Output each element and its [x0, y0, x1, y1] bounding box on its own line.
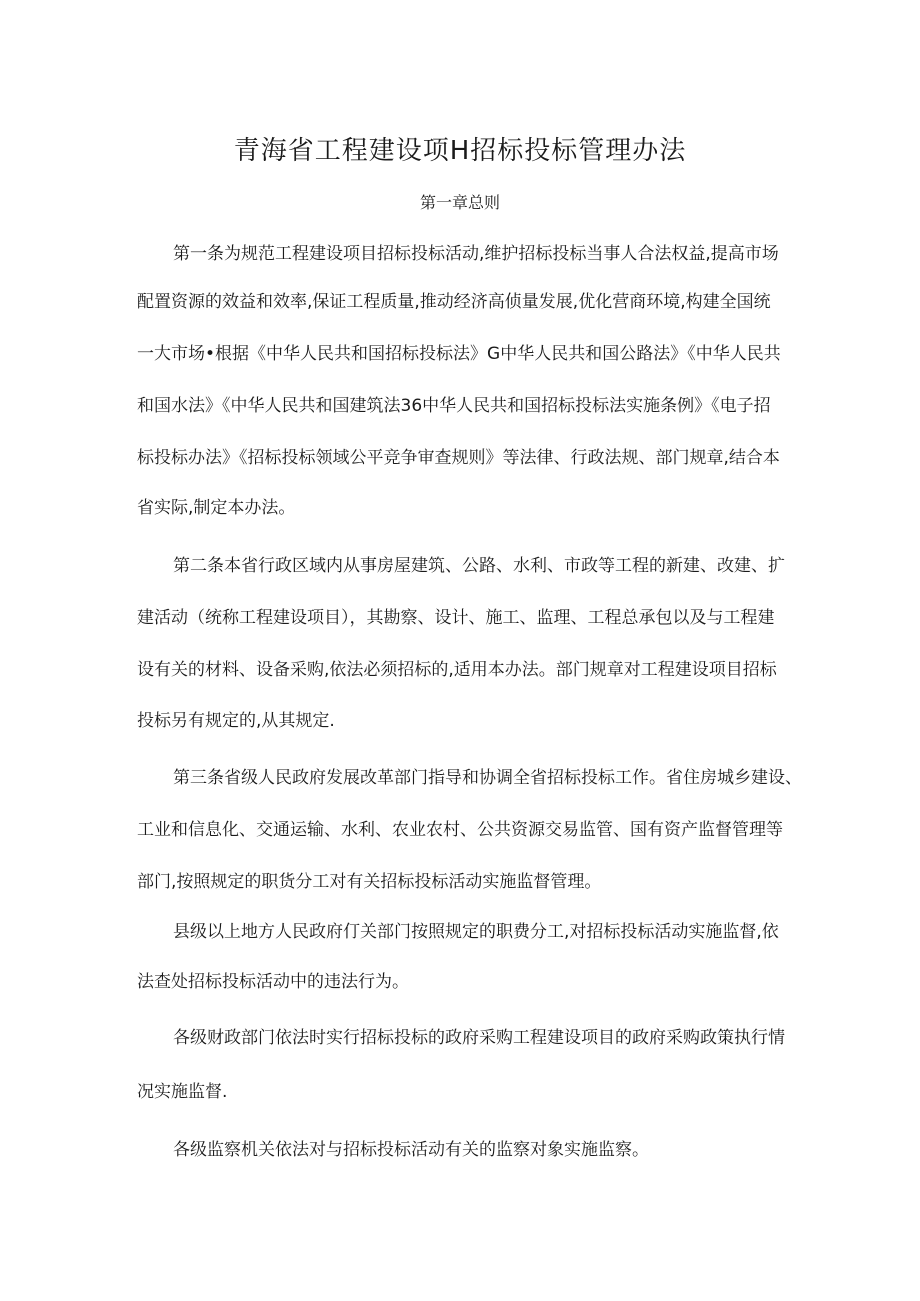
- text-line: 法查处招标投标活动中的违法行为。: [137, 972, 409, 992]
- text-line: 况实施监督.: [137, 1082, 228, 1102]
- text-line: 一大市场•根据《中华人民共和国招标投标法》G中华人民共和国公路法》《中华人民共: [137, 344, 781, 364]
- text-line: 部门,按照规定的职货分工对有关招标投标活动实施监督管理。: [137, 872, 602, 892]
- text-line: 投标另有规定的,从其规定.: [137, 711, 335, 731]
- text-line: 工业和信息化、交通运输、水利、农业农村、公共资源交易监管、国有资产监督管理等: [137, 820, 783, 840]
- text-line: 各级财政部门依法时实行招标投标的政府采购工程建设项目的政府采购政策执行情: [173, 1028, 785, 1048]
- text-line: 县级以上地方人民政府仃关部门按照规定的职费分工,对招标投标活动实施监督,依: [173, 922, 779, 942]
- text-line: 配置资源的效益和效率,保证工程质量,推动经济高侦量发展,优化营商环境,构建全国统: [137, 292, 771, 312]
- text-line: 第三条省级人民政府发展改革部门指导和协调全省招标投标工作。省住房城乡建设、: [173, 768, 802, 788]
- text-line: 和国水法》《中华人民共和国建筑法36中华人民共和国招标投标法实施条例》《电子招: [137, 396, 771, 416]
- text-line: 第一条为规范工程建设项目招标投标活动,维护招标投标当事人合法权益,提高市场: [173, 244, 779, 264]
- text-line: 各级监察机关依法对与招标投标活动有关的监察对象实施监察。: [173, 1140, 649, 1160]
- text-line: 标投标办法》《招标投标领域公平竞争审查规则》等法律、行政法规、部门规章,结合本: [137, 448, 780, 468]
- document-title: 青海省工程建设项H招标投标管理办法: [233, 136, 687, 166]
- text-line: 省实际,制定本办法。: [137, 498, 296, 518]
- text-line: 设有关的材料、设备采购,依法必须招标的,适用本办法。部门规章对工程建设项目招标: [137, 660, 777, 680]
- chapter-heading: 第一章总则: [419, 193, 500, 212]
- text-line: 第二条本省行政区域内从事房屋建筑、公路、水利、市政等工程的新建、改建、扩: [173, 556, 785, 576]
- text-line: 建活动（统称工程建设项目），其勘察、设计、施工、监理、工程总承包以及与工程建: [137, 608, 775, 628]
